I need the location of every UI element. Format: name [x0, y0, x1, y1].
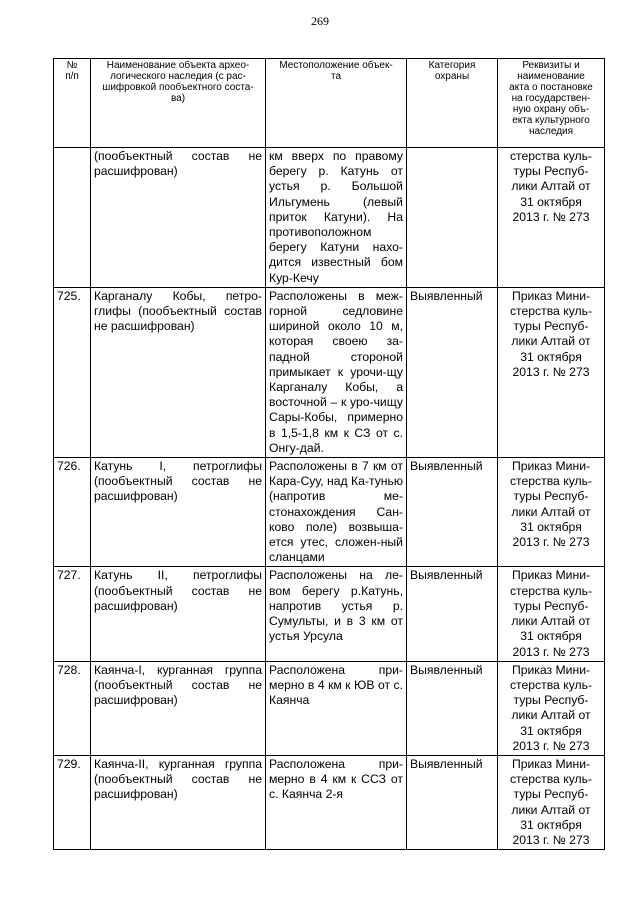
object-name: Катунь I, петроглифы (пообъектный состав не расшифрован): [91, 458, 266, 567]
header-location: Местоположение объек- та: [266, 59, 407, 148]
object-location: Расположены в 7 км от Кара-Суу, над Ка-тунью (напротив ме-стонахождения Сан-ково поле) возвыша-ется утес, сложен-ный сланцами: [266, 458, 407, 567]
table-row: [54, 755, 605, 849]
header-name: Наименование объекта архео- логического наследия (с рас- шифровкой пообъектного соста- ва): [91, 59, 266, 148]
row-number: 728.: [54, 661, 91, 755]
act-requisites: Приказ Мини- стерства куль- туры Респуб- лики Алтай от 31 октября 2013 г. № 273: [498, 661, 605, 755]
object-name: (пообъектный состав не расшифрован): [91, 148, 266, 288]
protection-category: Выявленный: [407, 661, 498, 755]
table-row: [54, 458, 605, 567]
object-location: Расположена при-мерно в 4 км к ЮВ от с. Каянча: [266, 661, 407, 755]
header-num: № п/п: [54, 59, 91, 148]
protection-category: Выявленный: [407, 458, 498, 567]
object-location: Расположена при-мерно в 4 км к ССЗ от с. Каянча 2-я: [266, 755, 407, 849]
act-requisites: стерства куль- туры Респуб- лики Алтай от 31 октября 2013 г. № 273: [498, 148, 605, 288]
protection-category: [407, 148, 498, 288]
act-requisites: Приказ Мини- стерства куль- туры Респуб- лики Алтай от 31 октября 2013 г. № 273: [498, 755, 605, 849]
act-requisites: Приказ Мини- стерства куль- туры Респуб- лики Алтай от 31 октября 2013 г. № 273: [498, 458, 605, 567]
protection-category: Выявленный: [407, 287, 498, 457]
act-requisites: Приказ Мини- стерства куль- туры Респуб- лики Алтай от 31 октября 2013 г. № 273: [498, 567, 605, 661]
header-requisites: Реквизиты и наименование акта о постановке на государствен- ную охрану объ- екта культурного наследия: [498, 59, 605, 148]
row-number: 726.: [54, 458, 91, 567]
object-location: Расположены в меж-горной седловине шириной около 10 м, которая своею за-падной стороной примыкает к урочи-щу Карганалу Кобы, а восточной – к уро-чищу Сары-Кобы, примерно в 1,5-1,8 км к СЗ от с. Онгу-дай.: [266, 287, 407, 457]
act-requisites: Приказ Мини- стерства куль- туры Респуб- лики Алтай от 31 октября 2013 г. № 273: [498, 287, 605, 457]
object-name: Карганалу Кобы, петро-глифы (пообъектный состав не расшифрован): [91, 287, 266, 457]
table-row: [54, 287, 605, 457]
header-category: Категория охраны: [407, 59, 498, 148]
row-number: 729.: [54, 755, 91, 849]
row-number: [54, 148, 91, 288]
table-header-row: [54, 59, 605, 148]
heritage-registry-table: [53, 58, 605, 850]
table-row: [54, 661, 605, 755]
row-number: 725.: [54, 287, 91, 457]
table-row: [54, 148, 605, 288]
object-name: Катунь II, петроглифы (пообъектный состав не расшифрован): [91, 567, 266, 661]
object-location: км вверх по правому берегу р. Катунь от устья р. Большой Ильгумень (левый приток Катуни). На противоположном берегу Катуни нахо-дится известный бом Кур-Кечу: [266, 148, 407, 288]
object-location: Расположены на ле-вом берегу р.Катунь, напротив устья р. Сумульты, и в 3 км от устья Урсула: [266, 567, 407, 661]
object-name: Каянча-II, курганная группа (пообъектный состав не расшифрован): [91, 755, 266, 849]
table-row: [54, 567, 605, 661]
protection-category: Выявленный: [407, 755, 498, 849]
page-number: 269: [311, 14, 329, 28]
row-number: 727.: [54, 567, 91, 661]
protection-category: Выявленный: [407, 567, 498, 661]
object-name: Каянча-I, курганная группа (пообъектный состав не расшифрован): [91, 661, 266, 755]
